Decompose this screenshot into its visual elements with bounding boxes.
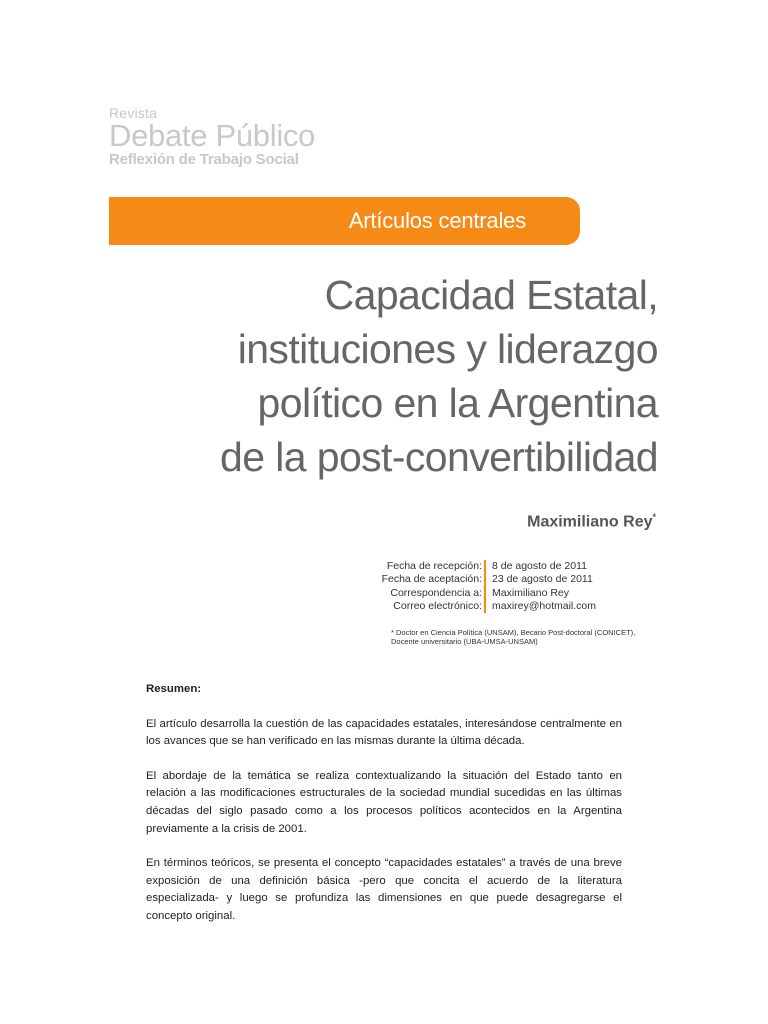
- masthead-revista: Revista: [109, 105, 158, 121]
- title-line: Capacidad Estatal,: [324, 272, 658, 318]
- metadata-label: Correo electrónico:: [393, 599, 482, 612]
- article-author: [527, 512, 656, 531]
- journal-masthead: [109, 106, 315, 167]
- masthead-subtitle: Reflexión de Trabajo Social: [109, 151, 299, 168]
- author-name: Maximiliano Rey: [527, 513, 653, 531]
- article-title: [138, 268, 658, 484]
- author-footnote: * Doctor en Ciencia Política (UNSAM), Becario Post-doctoral (CONICET), Docente universitario (UBA-UMSA-UNSAM): [391, 628, 636, 646]
- section-banner: [109, 197, 580, 245]
- title-line: de la post-convertibilidad: [220, 434, 658, 480]
- masthead-name: Debate Público: [109, 118, 316, 153]
- title-line: político en la Argentina: [257, 380, 658, 426]
- abstract-heading: Resumen:: [146, 683, 202, 695]
- title-line: instituciones y liderazgo: [237, 326, 658, 372]
- abstract-paragraph: El abordaje de la temática se realiza contextualizando la situación del Estado tanto en relación a las modificaciones estructurales de la sociedad mundial sucedidas en las últimas décadas del siglo pasado como a los procesos políticos acontecidos en la Argentina previamente a la crisis de 2001.: [146, 769, 622, 835]
- metadata-label: Correspondencia a:: [390, 586, 482, 599]
- abstract-paragraph: El artículo desarrolla la cuestión de las capacidades estatales, interesándose centralmente en los avances que se han verificado en las mismas durante la última década.: [146, 717, 622, 748]
- author-footnote-mark: *: [652, 512, 656, 522]
- abstract-section: [146, 681, 622, 943]
- article-metadata: [380, 560, 640, 613]
- abstract-paragraph: En términos teóricos, se presenta el concepto “capacidades estatales” a través de una breve exposición de una definición básica -pero que concita el acuerdo de la literatura especializada- y luego se profundiza las dimensiones en que puede desagregarse el concepto original.: [146, 857, 622, 922]
- metadata-label: Fecha de aceptación:: [381, 573, 482, 586]
- metadata-value: 8 de agosto de 2011: [492, 560, 587, 572]
- metadata-email[interactable]: maxirey@hotmail.com: [492, 599, 597, 612]
- metadata-value: 23 de agosto de 2011: [492, 573, 593, 586]
- metadata-value: Maximiliano Rey: [492, 586, 570, 599]
- section-label: Artículos centrales: [348, 208, 526, 233]
- metadata-label: Fecha de recepción:: [386, 560, 482, 572]
